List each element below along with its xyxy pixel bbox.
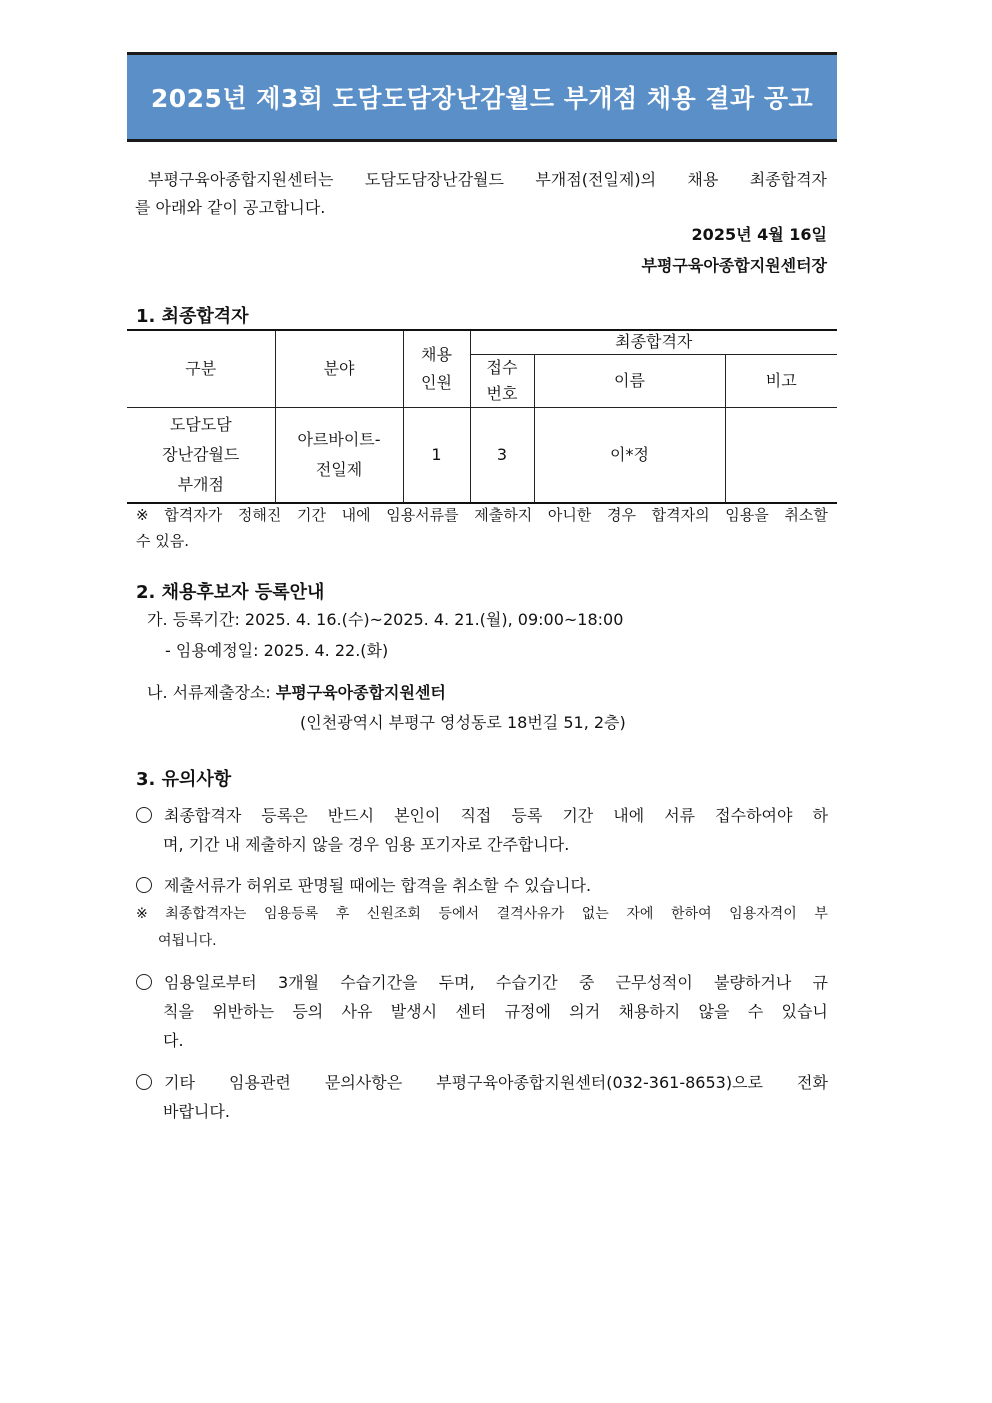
note-word: 임용을 bbox=[725, 506, 769, 524]
submission-place-label: 나. 서류제출장소: bbox=[147, 683, 276, 702]
notice-word-group bbox=[136, 968, 257, 997]
circle-bullet-icon bbox=[136, 807, 152, 823]
cell-remarks bbox=[725, 407, 837, 503]
note-word: 결격사유가 bbox=[496, 906, 565, 922]
notice-item-3-line-3: 다. bbox=[163, 1031, 184, 1050]
notice-item-1 bbox=[136, 801, 828, 859]
notice-word: 등록 bbox=[511, 806, 543, 825]
note-word: 내에 bbox=[341, 506, 371, 524]
header-finalists: 최종합격자 bbox=[470, 330, 837, 354]
notice-word: 하 bbox=[812, 806, 828, 825]
notice-word: 기간 bbox=[562, 806, 594, 825]
header-headcount-line: 채용 bbox=[421, 344, 452, 364]
intro-paragraph bbox=[135, 166, 827, 222]
header-receipt-no bbox=[470, 354, 534, 407]
cell-name: 이*정 bbox=[534, 407, 725, 503]
notice-item-4-line-2: 바랍니다. bbox=[163, 1102, 230, 1121]
submission-place-name: 부평구육아종합지원센터 bbox=[275, 683, 446, 702]
notice-word: 위반하는 bbox=[212, 1002, 275, 1021]
notice-word: 본인이 bbox=[394, 806, 441, 825]
notice-word: 전화 bbox=[797, 1073, 828, 1092]
section-2-title: 2. 채용후보자 등록안내 bbox=[136, 582, 325, 603]
submission-address: (인천광역시 부평구 영성동로 18번길 51, 2층) bbox=[300, 713, 626, 732]
cell-receipt-no: 3 bbox=[470, 407, 534, 503]
note-word: 없는 bbox=[581, 906, 609, 922]
notice-word: 있습니 bbox=[781, 1002, 828, 1021]
notice-word: 않을 bbox=[698, 1002, 730, 1021]
cell-field-line: 전일제 bbox=[315, 459, 363, 479]
notice-word: 등록은 bbox=[261, 806, 308, 825]
note-word: 자에 bbox=[626, 906, 654, 922]
finalists-table bbox=[127, 329, 837, 504]
section-1-title: 1. 최종합격자 bbox=[136, 306, 249, 327]
notice-item-4 bbox=[136, 1068, 828, 1126]
header-name: 이름 bbox=[534, 354, 725, 407]
cell-category-line: 부개점 bbox=[177, 474, 224, 494]
section-3-note bbox=[136, 901, 828, 955]
notice-word: 접수하여야 bbox=[715, 806, 793, 825]
header-field: 분야 bbox=[275, 330, 403, 407]
section-3-note-line-1 bbox=[136, 901, 828, 928]
notice-word: 기타 bbox=[164, 1073, 195, 1092]
notice-word: 발생시 bbox=[390, 1002, 438, 1021]
note-word: 임용등록 bbox=[264, 906, 319, 922]
notice-word: 직접 bbox=[460, 806, 492, 825]
notice-word: 등의 bbox=[292, 1002, 324, 1021]
note-word: 제출하지 bbox=[474, 506, 533, 524]
note-word: 최종합격자는 bbox=[165, 906, 247, 922]
notice-word: 채용하지 bbox=[618, 1002, 681, 1021]
notice-word: 반드시 bbox=[327, 806, 375, 825]
cell-category-line: 도담도담 bbox=[169, 414, 232, 434]
notice-word: 의거 bbox=[569, 1002, 601, 1021]
note-word: 신원조회 bbox=[366, 906, 421, 922]
notice-word: 최종합격자 bbox=[164, 806, 242, 825]
notice-item-1-line-1 bbox=[136, 801, 828, 830]
note-word: 아니한 bbox=[547, 506, 592, 524]
intro-line-2: 를 아래와 같이 공고합니다. bbox=[135, 198, 326, 217]
notice-word: 수습기간 bbox=[495, 973, 558, 992]
notice-item-1-line-2: 며, 기간 내 제출하지 않을 경우 임용 포기자로 간주합니다. bbox=[163, 835, 570, 854]
note-word: 한하여 bbox=[671, 906, 712, 922]
circle-bullet-icon bbox=[136, 974, 152, 990]
note-word: 합격자가 bbox=[164, 506, 223, 524]
notice-word: 두며, bbox=[438, 973, 475, 992]
note-word: 기간 bbox=[296, 506, 326, 524]
notice-word-group bbox=[136, 1068, 195, 1097]
notice-word: 규 bbox=[812, 973, 828, 992]
header-headcount bbox=[403, 330, 470, 407]
note-word: 합격자의 bbox=[651, 506, 710, 524]
circle-bullet-icon bbox=[136, 1074, 152, 1090]
notice-word: 내에 bbox=[613, 806, 645, 825]
note-word: ※ bbox=[136, 906, 148, 922]
notice-item-2-text: 제출서류가 허위로 판명될 때에는 합격을 취소할 수 있습니다. bbox=[164, 876, 592, 895]
header-receipt-no-line: 접수 bbox=[486, 357, 518, 377]
notice-word: 수 bbox=[747, 1002, 764, 1021]
note-word: 경우 bbox=[607, 506, 637, 524]
notice-word: 수습기간을 bbox=[340, 973, 418, 992]
note-word: 후 bbox=[335, 906, 350, 922]
intro-word: 도담도담장난감월드 bbox=[364, 170, 504, 189]
note-word: ※ bbox=[136, 506, 149, 524]
notice-word: 부평구육아종합지원센터(032-361-8653)으로 bbox=[436, 1073, 763, 1092]
title-banner bbox=[127, 52, 837, 142]
notice-word: 문의사항은 bbox=[324, 1073, 403, 1092]
cell-field-line: 아르바이트- bbox=[297, 429, 381, 449]
registration-period: 가. 등록기간: 2025. 4. 16.(수)~2025. 4. 21.(월), 09:00~18:00 bbox=[147, 610, 624, 629]
page-title: 2025년 제3회 도담도담장난감월드 부개점 채용 결과 공고 bbox=[150, 84, 814, 113]
intro-word: 부평구육아종합지원센터는 bbox=[148, 170, 334, 189]
note-line-2: 수 있음. bbox=[136, 532, 190, 550]
circle-bullet-icon bbox=[136, 877, 152, 893]
cell-field bbox=[275, 407, 403, 503]
notice-item-2 bbox=[136, 871, 828, 900]
notice-word: 근무성적이 bbox=[615, 973, 693, 992]
notice-word: 임용관련 bbox=[228, 1073, 291, 1092]
note-word: 취소할 bbox=[784, 506, 828, 524]
section-1-note bbox=[136, 502, 828, 554]
intro-line-1 bbox=[135, 166, 827, 194]
notice-word-group bbox=[136, 801, 241, 830]
signer: 부평구육아종합지원센터장 bbox=[641, 256, 827, 275]
submission-place bbox=[147, 680, 446, 703]
notice-word: 3개월 bbox=[277, 973, 320, 992]
section-3-note-line-2: 여됩니다. bbox=[158, 933, 217, 949]
section-3-title: 3. 유의사항 bbox=[136, 769, 232, 790]
notice-word: 규정에 bbox=[504, 1002, 551, 1021]
cell-category-line: 장난감월드 bbox=[162, 444, 240, 464]
note-word: 임용서류를 bbox=[386, 506, 459, 524]
note-line-1 bbox=[136, 502, 828, 528]
notice-word: 임용일로부터 bbox=[164, 973, 257, 992]
note-word: 임용자격이 bbox=[729, 906, 797, 922]
intro-word: 채용 bbox=[687, 170, 719, 189]
notice-word: 센터 bbox=[455, 1002, 487, 1021]
announcement-date: 2025년 4월 16일 bbox=[691, 225, 827, 244]
header-receipt-no-line: 번호 bbox=[486, 383, 518, 403]
appointment-date: - 임용예정일: 2025. 4. 22.(화) bbox=[165, 641, 389, 660]
intro-word: 최종합격자 bbox=[749, 170, 827, 189]
notice-item-3 bbox=[136, 968, 828, 1055]
header-headcount-line: 인원 bbox=[421, 372, 452, 392]
notice-word: 칙을 bbox=[163, 1002, 194, 1021]
notice-item-4-line-1 bbox=[136, 1068, 828, 1097]
header-category: 구분 bbox=[127, 330, 275, 407]
note-word: 부 bbox=[814, 906, 828, 922]
notice-word: 불량하거나 bbox=[714, 973, 792, 992]
note-word: 등에서 bbox=[438, 906, 480, 922]
notice-item-3-line-1 bbox=[136, 968, 828, 997]
header-remarks: 비고 bbox=[725, 354, 837, 407]
notice-word: 서류 bbox=[664, 806, 696, 825]
note-word: 정해진 bbox=[237, 506, 282, 524]
notice-word: 중 bbox=[578, 973, 595, 992]
notice-item-3-line-2 bbox=[136, 997, 828, 1026]
cell-headcount: 1 bbox=[403, 407, 470, 503]
intro-word: 부개점(전일제)의 bbox=[535, 170, 657, 189]
notice-word: 사유 bbox=[341, 1002, 373, 1021]
cell-category bbox=[127, 407, 275, 503]
